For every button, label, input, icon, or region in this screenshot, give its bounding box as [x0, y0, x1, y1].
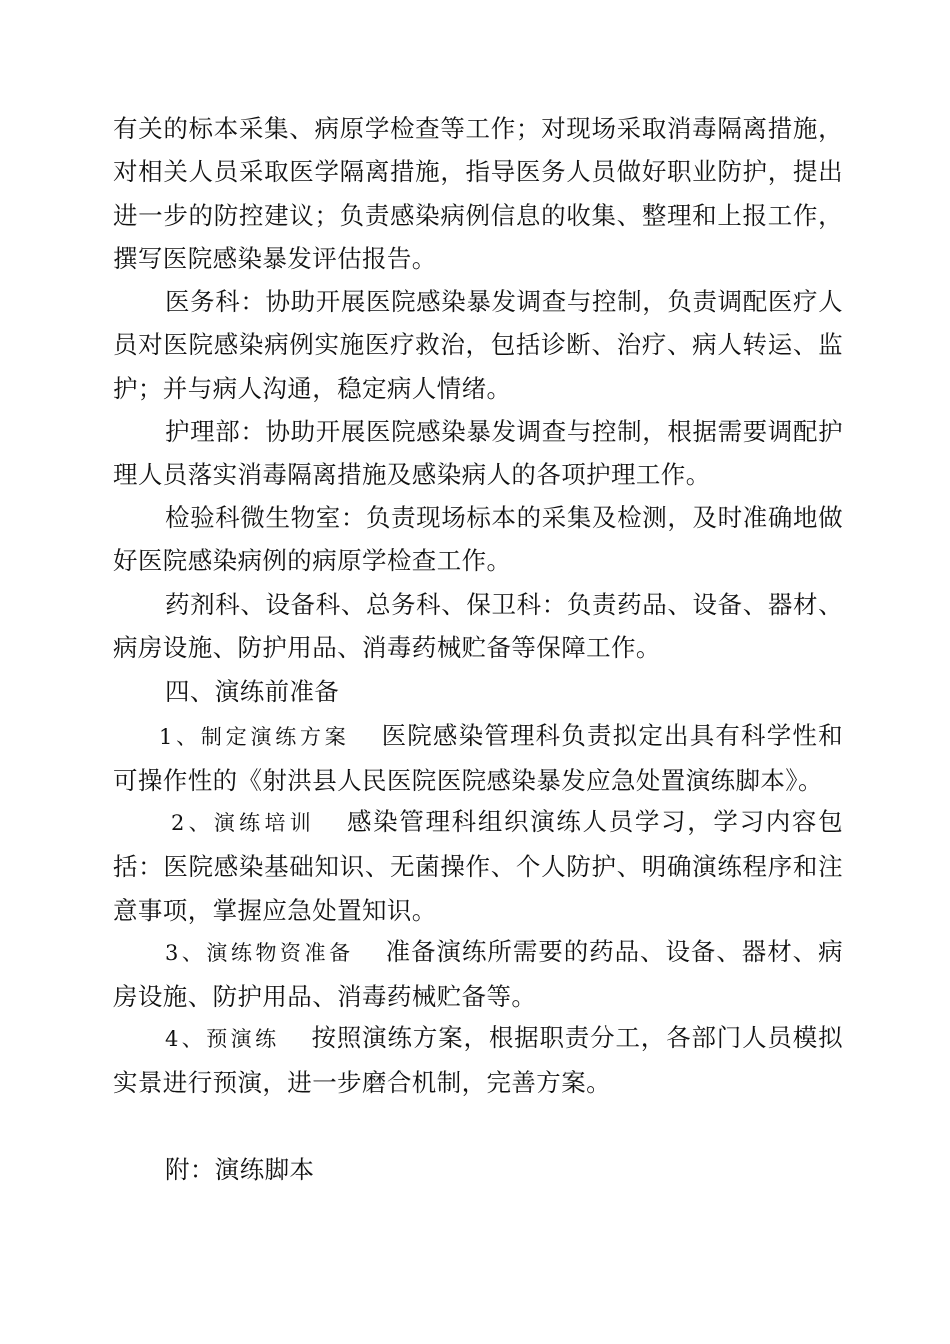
- appendix-note: 附：演练脚本: [165, 1155, 315, 1184]
- prep-item-lead: 1、制定演练方案: [159, 725, 350, 749]
- paragraph-infection-dept-duties: 有关的标本采集、病原学检查等工作；对现场采取消毒隔离措施，对相关人员采取医学隔离措施，指导医务人员做好职业防护，提出进一步的防控建议；负责感染病例信息的收集、整理和上报工作，撰写医院感染暴发评估报告。: [113, 114, 843, 274]
- prep-item-lead: 3、演练物资准备: [165, 941, 354, 965]
- paragraph-medical-affairs: 医务科：协助开展医院感染暴发调查与控制，负责调配医疗人员对医院感染病例实施医疗救治，包括诊断、治疗、病人转运、监护；并与病人沟通，稳定病人情绪。: [113, 287, 843, 403]
- prep-item-text: 准备演练所需要的药品、设备、器材、病房设施、防护用品、消毒药械贮备等。: [113, 937, 843, 1012]
- prep-item-lead: 4、预演练: [165, 1027, 280, 1051]
- prep-item-plan: [113, 714, 843, 803]
- prep-item-text: 按照演练方案，根据职责分工，各部门人员模拟实景进行预演，进一步磨合机制，完善方案。: [113, 1023, 843, 1098]
- paragraph-lab-microbiology: 检验科微生物室：负责现场标本的采集及检测，及时准确地做好医院感染病例的病原学检查工作。: [113, 503, 843, 576]
- prep-item-training: [113, 800, 843, 932]
- prep-item-text: 医院感染管理科负责拟定出具有科学性和可操作性的《射洪县人民医院医院感染暴发应急处置演练脚本》。: [113, 721, 843, 796]
- prep-item-rehearsal: [113, 1016, 843, 1105]
- prep-item-materials: [113, 930, 843, 1019]
- section-heading-preparation: 四、演练前准备: [165, 677, 340, 706]
- paragraph-nursing-dept: 护理部：协助开展医院感染暴发调查与控制，根据需要调配护理人员落实消毒隔离措施及感染病人的各项护理工作。: [113, 417, 843, 490]
- prep-item-lead: 2、演练培训: [171, 811, 315, 835]
- prep-item-text: 感染管理科组织演练人员学习，学习内容包括：医院感染基础知识、无菌操作、个人防护、明确演练程序和注意事项，掌握应急处置知识。: [113, 807, 843, 925]
- paragraph-support-depts: 药剂科、设备科、总务科、保卫科：负责药品、设备、器材、病房设施、防护用品、消毒药械贮备等保障工作。: [113, 590, 843, 663]
